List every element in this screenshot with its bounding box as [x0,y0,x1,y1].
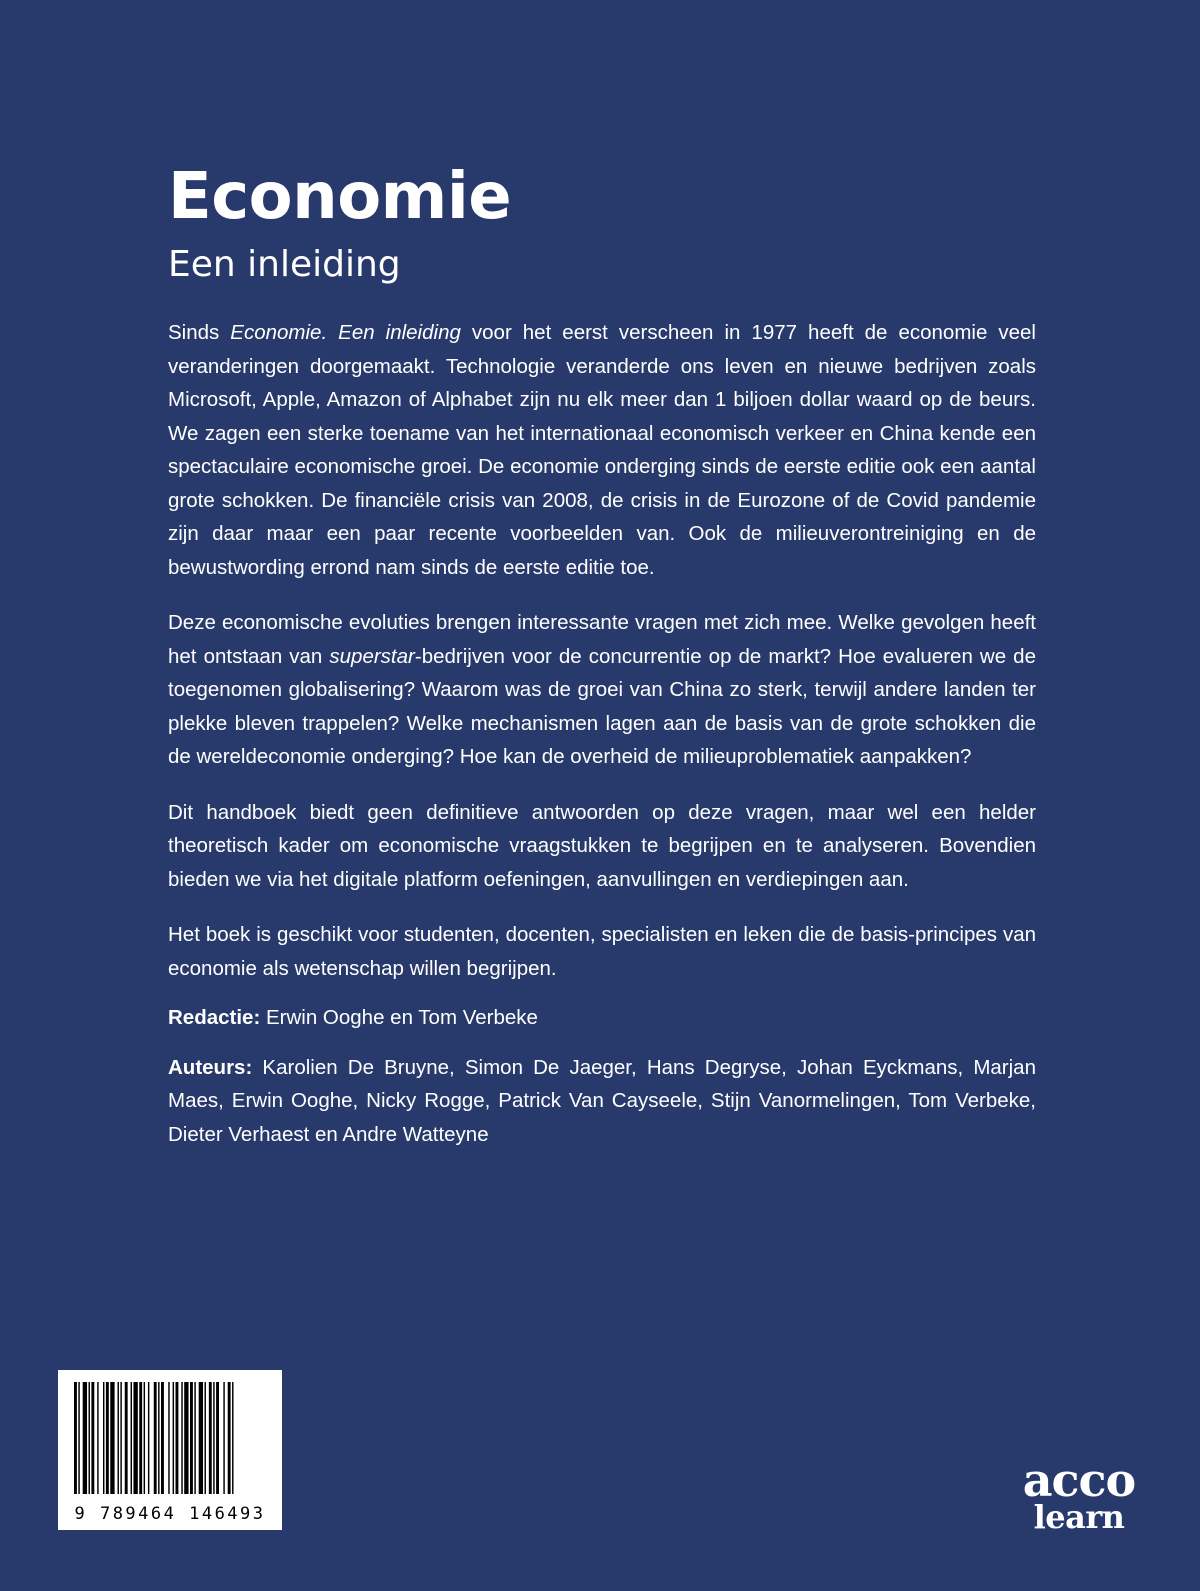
description-paragraph-1 [168,316,1036,584]
italic-book-title: Economie. Een inleiding [230,321,461,344]
barcode-bar [97,1382,98,1494]
barcode-bar [148,1382,149,1494]
book-title: Economie [168,160,512,234]
barcode-bar [199,1382,203,1494]
barcode-bars [70,1382,270,1494]
barcode-bar [205,1382,206,1494]
publisher-logo [1004,1453,1154,1536]
barcode-bar [168,1382,169,1494]
barcode-bar [110,1382,114,1494]
editors-line [168,1001,1036,1035]
barcode-bar [158,1382,159,1494]
barcode-bar [74,1382,77,1494]
authors-names: Karolien De Bruyne, Simon De Jaeger, Hans Degryse, Johan Eyckmans, Marjan Maes, Erwin Ooghe, Nicky Rogge, Patrick Van Cayseele, Stijn Vanormelingen, Tom Verbeke, Dieter Verhaest en Andre Watteyne [168,1055,1036,1146]
barcode-bar [120,1382,121,1494]
barcode-bar [118,1382,119,1494]
barcode-bar [213,1382,214,1494]
barcode-bar [106,1382,109,1494]
barcode-bar [91,1382,94,1494]
publisher-logo-acco: acco [1022,1453,1136,1507]
barcode-bar [125,1382,128,1494]
text-run: -bedrijven voor de concurrentie op de markt? Hoe evalueren we de toegenomen globalisering? Waarom was de groei van China zo sterk, terwijl andere landen ter plekke bleven trappelen? Welke mechanismen lagen aan de basis van de grote schokken die de wereldeconomie onderging? Hoe kan de overheid de milieuproblematiek aanpakken? [168,644,1036,768]
barcode-bar [209,1382,212,1494]
barcode-bar [154,1382,157,1494]
barcode-bar [228,1382,231,1494]
text-run: Sinds [168,321,231,344]
barcode-bar [78,1382,79,1494]
barcode-bar [144,1382,145,1494]
barcode-bar [184,1382,188,1494]
editors-label: Redactie: [168,1006,261,1029]
authors-label: Auteurs: [168,1055,253,1079]
barcode-bar [83,1382,87,1494]
barcode-bar [216,1382,219,1494]
barcode-bar [89,1382,90,1494]
book-subtitle: Een inleiding [168,244,401,285]
barcode-bar [131,1382,132,1494]
barcode-bar [161,1382,164,1494]
barcode-bar [194,1382,195,1494]
editors-names: Erwin Ooghe en Tom Verbeke [260,1006,538,1029]
barcode-bar [173,1382,174,1494]
isbn-barcode [58,1370,282,1530]
description-paragraph-2 [168,606,1036,774]
publisher-logo-learn: learn [1033,1498,1125,1536]
italic-term: superstar [329,644,415,668]
description-paragraph-3: Dit handboek biedt geen definitieve antwoorden op deze vragen, maar wel een helder theoretisch kader om economische vraagstukken te begrijpen en te analyseren. Bovendien bieden we via het digitale platform oefeningen, aanvullingen en verdiepingen aan. [168,800,1036,891]
barcode-bar [133,1382,137,1494]
barcode-bar [139,1382,142,1494]
barcode-bar [176,1382,179,1494]
authors-line [168,1051,1036,1152]
text-run: Deze economische evoluties brengen interessante vragen met zich mee. Welke gevolgen heeft het ontstaan van [168,611,1036,668]
barcode-bar [232,1382,233,1494]
text-run: voor het eerst verscheen in 1977 heeft de economie veel veranderingen doorgemaakt. Technologie veranderde ons leven en nieuwe bedrijven zoals Microsoft, Apple, Amazon of Alphabet zijn nu elk meer dan 1 biljoen dollar waard op de beurs. We zagen een sterke toename van het internationaal economisch verkeer en China kende een spectaculaire economische groei. De economie onderging sinds de eerste editie ook een aantal grote schokken. De financiële crisis van 2008, de crisis in de Eurozone of de Covid pandemie zijn daar maar een paar recente voorbeelden van. Ook de milieuverontreiniging en de bewustwording errond nam sinds de eerste editie toe. [168,321,1036,579]
barcode-bar [181,1382,182,1494]
back-cover-content [168,158,1036,1151]
barcode-bar [103,1382,104,1494]
description-paragraph-4: Het boek is geschikt voor studenten, docenten, specialisten en leken die de basis-principes van economie als wetenschap willen begrijpen. [168,923,1036,980]
barcode-bar [223,1382,224,1494]
isbn-number: 9 789464 146493 [74,1504,266,1524]
barcode-bar [190,1382,193,1494]
